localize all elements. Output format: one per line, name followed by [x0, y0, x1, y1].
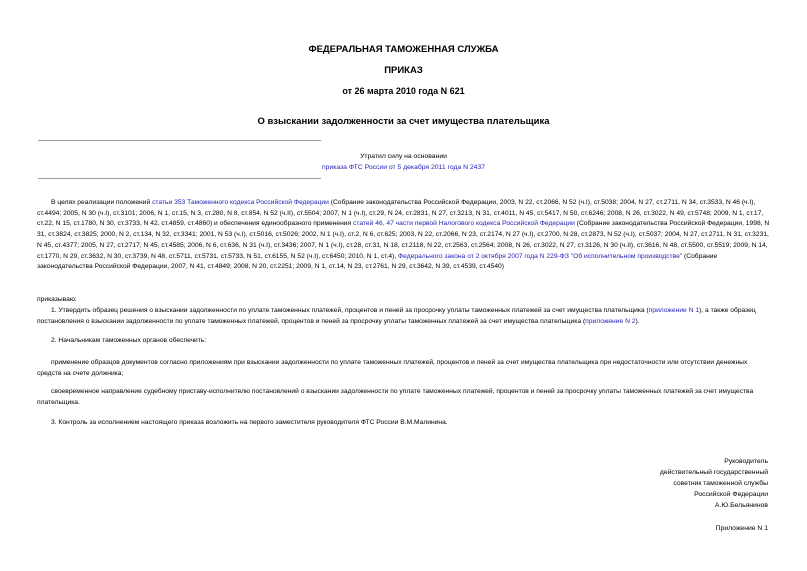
lost-force-link-line — [0, 164, 807, 171]
appendix-label: Приложение N 1 — [715, 525, 768, 532]
item-1-text-3: ). — [635, 317, 640, 325]
item-1-text-1: 1. Утвердить образец решения о взыскании задолженности по уплате таможенных платежей, процентов и пеней за просрочку уплаты таможенных платежей за счет имущества плательщика ( — [51, 307, 649, 314]
item-1-paragraph — [37, 306, 773, 327]
signature-line-1: Руководитель — [724, 458, 768, 465]
item-3-paragraph: 3. Контроль за исполнением настоящего приказа возложить на первого заместителя руководителя ФТС России В.М.Малинина. — [51, 419, 448, 426]
appendix-1-link[interactable]: приложение N 1 — [648, 307, 700, 314]
customs-code-link[interactable]: статьи 353 Таможенного кодекса Российской Федерации — [152, 199, 329, 206]
doc-type-heading: ПРИКАЗ — [384, 65, 423, 76]
divider-top — [38, 140, 321, 141]
item-1-text-2: ), а также образец постановления о взыскании задолженности по уплате таможенных платежей, процентов и пеней за просрочку уплаты таможенных платежей за счет имущества плательщика ( — [37, 307, 756, 325]
tax-code-link[interactable]: статей 46, 47 части первой Налогового кодекса Российской Федерации — [353, 220, 575, 228]
preamble-text-2: (Собрание законодательства Российской Федерации, 2003, N 22, ст.2066, N 52 (ч.I), ст.5038; 2004, N 27, ст.2711, N 34, ст.3533, N 46 (ч.I), ст.4494; 2005, N 30 (ч.I), ст.3101; 2006, N 1, ст.15, N 3, ст.280, N 8, ст.854, N 52 (ч.II), ст.5504; 2007, N 1 (ч.I), ст.29, N 24, ст.2831, N 27, ст.3213, N 31, ст.4011, N 45, ст.5417, N 50, ст.6246; 2008, N 26, ст.3022, N 49, ст.5748; 2009, N 1, ст.17, ст.22, N 15, ст.1780, N 30, ст.3733, N 42, ст.4859, ст.4860) и обеспечения единообразного применения — [37, 199, 764, 228]
signature-line-2: действительный государственный — [659, 469, 768, 476]
document-title: О взыскании задолженности за счет имущества плательщика — [257, 116, 550, 127]
agency-heading: ФЕДЕРАЛЬНАЯ ТАМОЖЕННАЯ СЛУЖБА — [308, 44, 499, 55]
signature-name: А.Ю.Бельянинов — [714, 502, 768, 509]
preamble-text-4: (Собрание законодательства Российской Федерации, 2007, N 41, ст.4849; 2008, N 20, ст.2251; 2009, N 1, ст.14, N 23, ст.2761, N 29, ст.3642, N 39, ст.4539, ст.4540) — [37, 252, 718, 271]
appendix-2-link[interactable]: приложение N 2 — [585, 317, 636, 325]
preamble-text-1: В целях реализации положений — [51, 199, 153, 206]
date-number-heading: от 26 марта 2010 года N 621 — [342, 86, 465, 96]
item-2-sub-b: своевременное направление судебному приставу-исполнителю постановлений о взыскании задолженности по уплате таможенных платежей, процентов и пеней за просрочку уплаты таможенных платежей за счет имущества плательщика. — [37, 388, 754, 406]
item-2-sub-a: применение образцов документов согласно приложениям при взыскании задолженности по уплате таможенных платежей, процентов и пеней за счет имущества плательщика при недостаточности или отсутствии денежных средств на счете должника; — [37, 359, 748, 377]
item-2-paragraph: 2. Начальникам таможенных органов обеспечить: — [51, 337, 207, 344]
divider-bottom — [38, 178, 321, 179]
federal-law-link[interactable]: Федерального закона от 2 октября 2007 года N 229-ФЗ "Об исполнительном производстве" — [398, 252, 683, 260]
decree-word: приказываю: — [37, 296, 77, 303]
signature-line-3: советник таможенной службы — [673, 480, 768, 487]
lost-force-note: Утратил силу на основании — [360, 153, 447, 160]
signature-line-4: Российской Федерации — [694, 491, 768, 498]
lost-force-link[interactable]: приказа ФТС России от 5 декабря 2011 года N 2437 — [321, 164, 486, 171]
preamble-paragraph — [37, 198, 773, 273]
preamble-text-3: (Собрание законодательства Российской Федерации, 1998, N 31, ст.3824, ст.3825; 2000, N 2, ст.134, N 32, ст.3341; 2001, N 53 (ч.I), ст.5016, ст.5026; 2002, N 1 (ч.I), ст.2, N 6, ст.625; 2003, N 22, ст.2066, N 23, ст.2174, N 27 (ч.I), ст.2700, N 28, ст.2873, N 52 (ч.I), ст.5037; 2004, N 27, ст.2711, N 31, ст.3231, N 45, ст.4377; 2005, N 27, ст.2717, N 45, ст.4585; 2006, N 6, ст.636, N 31 (ч.I), ст.3436; 2007, N 1 (ч.I), ст.28, ст.31, N 18, ст.2118, N 22, ст.2563, ст.2564; 2008, N 26, ст.3022, N 27, ст.3126, N 30 (ч.II), ст.3616, N 48, ст.5500, ст.5519; 2009, N 14, ст.1770, N 29, ст.3632, N 30, ст.3739, N 48, ст.5711, ст.5731, ст.5733, N 51, ст.6155, N 52 (ч.I), ст.6450; 2010, N 1, ст.4), — [37, 220, 770, 260]
